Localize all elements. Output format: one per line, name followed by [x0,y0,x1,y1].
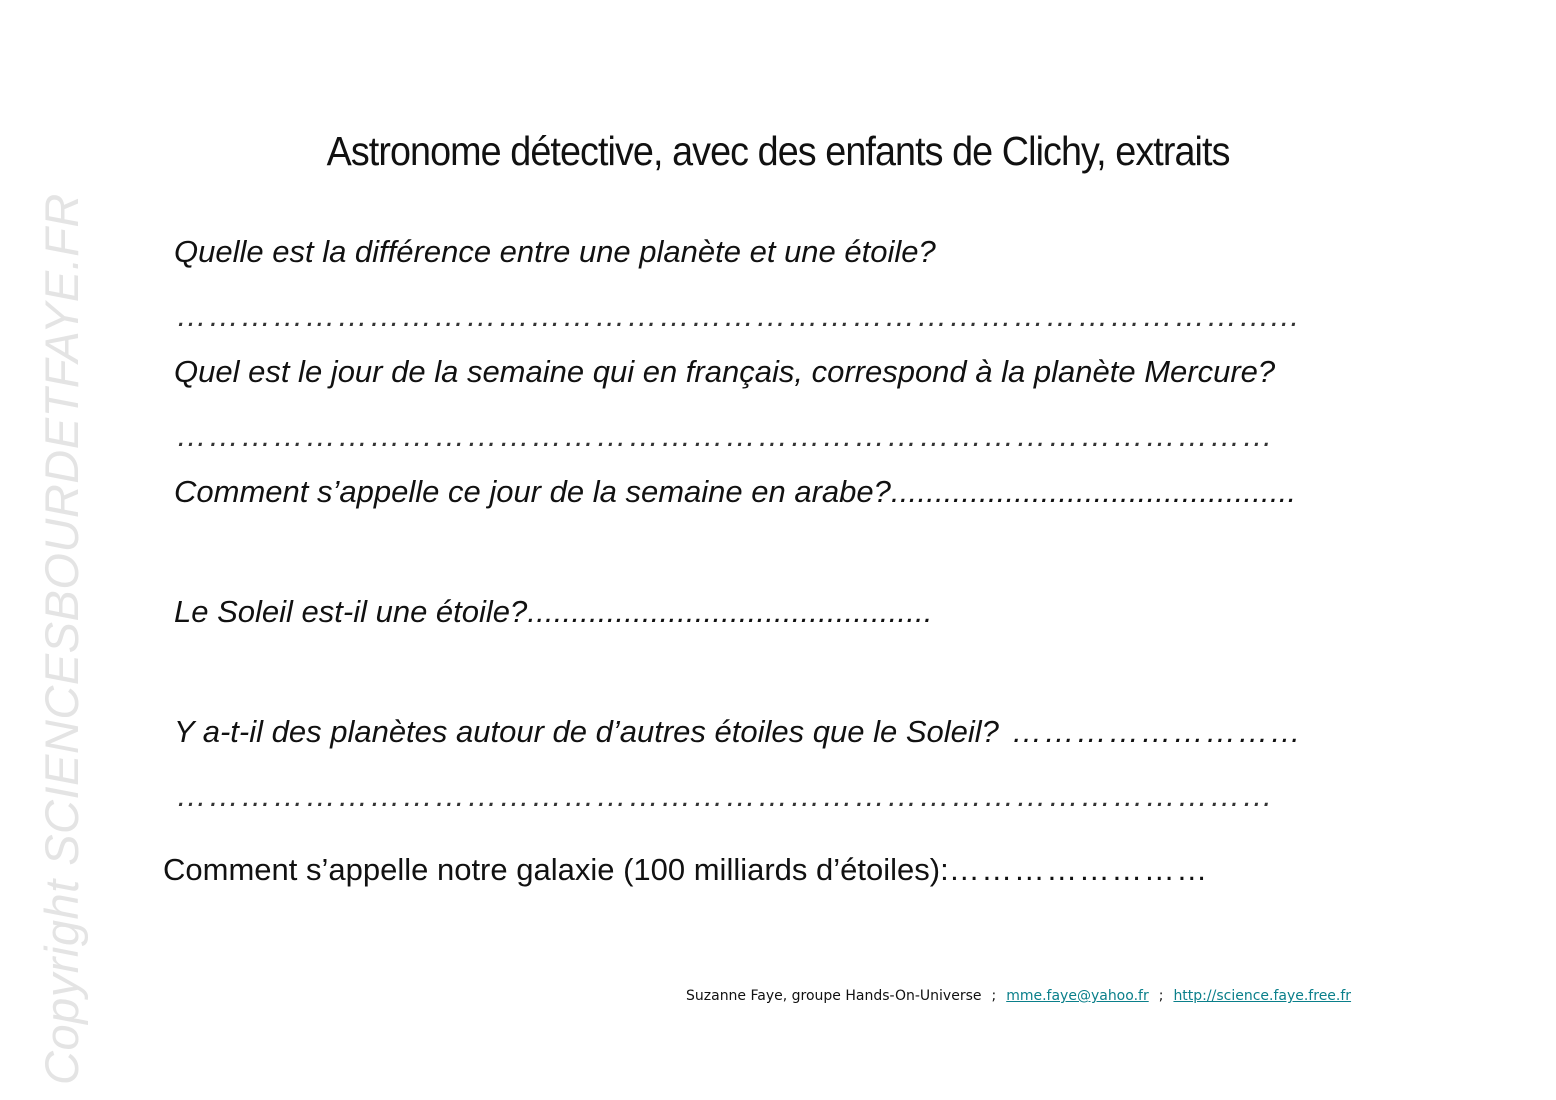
email-link[interactable]: mme.faye@yahoo.fr [1006,988,1149,1004]
answer-line-5: ………………………………………………………………………………………… [176,778,1275,813]
question-2: Quel est le jour de la semaine qui en français, correspond à la planète Mercure? [174,354,1276,389]
question-5-text: Y a-t-il des planètes autour de d’autres étoiles que le Soleil? [174,714,999,749]
question-4-text: Le Soleil est-il une étoile? [174,594,528,629]
question-3 [174,474,1296,510]
question-5 [174,714,1302,750]
footer [686,988,1351,1004]
answer-inline-5: ……………………… [1011,714,1303,749]
copyright-watermark: Copyright SCIENCESBOURDETFAYE.FR [35,193,88,1085]
answer-inline-6: …………………… [948,852,1209,887]
answer-line-2: ………………………………………………………………………………………… [176,418,1275,453]
question-6-text: Comment s’appelle notre galaxie (100 milliards d’étoiles): [163,852,949,887]
page-title: Astronome détective, avec des enfants de Clichy, extraits [326,128,1230,174]
answer-inline-4: .............................................. [527,594,933,629]
website-link[interactable]: http://science.faye.free.fr [1173,988,1352,1004]
question-6 [163,852,1209,888]
question-1: Quelle est la différence entre une planète et une étoile? [174,234,936,269]
answer-line-1: …………………………………………………………………………………………... [176,298,1301,333]
answer-inline-3: .............................................. [890,474,1297,509]
question-3-text: Comment s’appelle ce jour de la semaine en arabe? [174,474,891,509]
question-4 [174,594,933,630]
footer-separator: ; [991,988,997,1004]
footer-author: Suzanne Faye, groupe Hands-On-Universe [686,988,982,1004]
footer-separator: ; [1158,988,1164,1004]
